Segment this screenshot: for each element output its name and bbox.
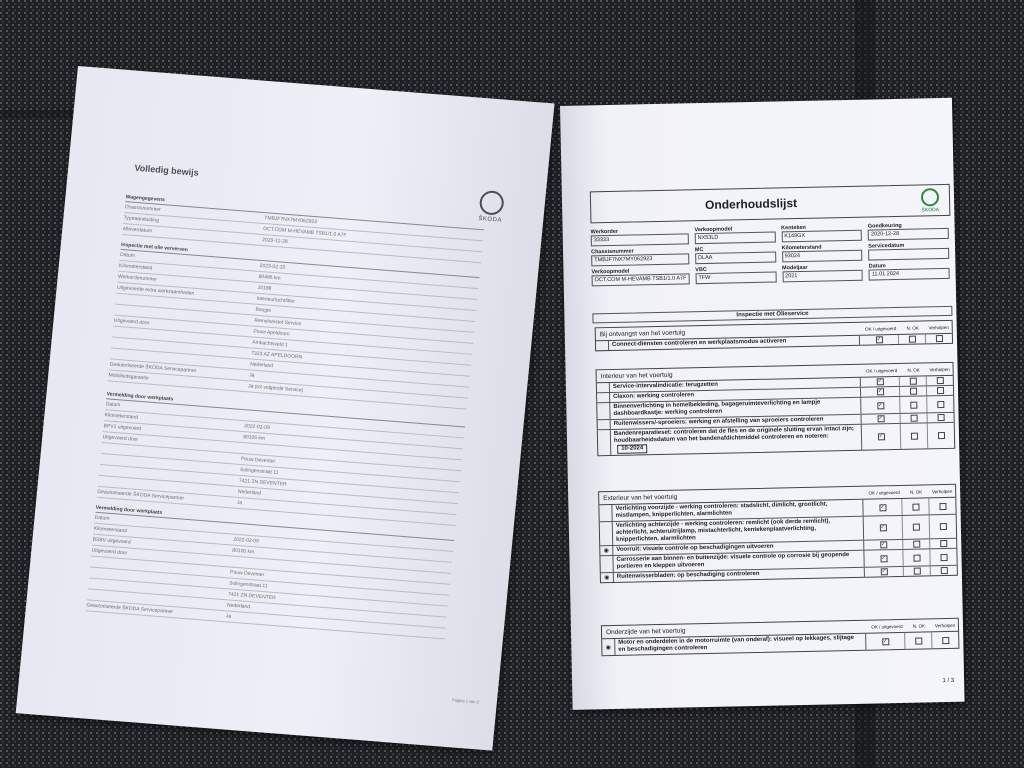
ok-checkbox[interactable]: ✓	[881, 541, 886, 548]
row-value: 80486 km	[258, 273, 281, 282]
blank-icon-cell	[597, 393, 610, 402]
page-number: 1 / 3	[942, 677, 955, 685]
field-value: TMBJF7NX7MY062923	[591, 253, 689, 266]
inspection-banner: Inspectie met Olieservice	[592, 306, 952, 324]
ok-checkbox[interactable]: ✓	[878, 433, 884, 440]
checklist-item-text: Binnenverlichting in hemelbekleding, bagageruimteverlichting en lampje dashboardkastje: werking controleren	[610, 398, 861, 419]
ok-checkbox[interactable]: ✓	[877, 378, 882, 385]
row-label: Kilometerstand	[104, 412, 139, 421]
nok-checkbox[interactable]	[910, 433, 917, 440]
fixed-cell	[926, 334, 952, 344]
row-label: Chassisnummer	[124, 204, 161, 213]
field-label: Verkoopmodel	[694, 226, 733, 234]
ok-checkbox[interactable]: ✓	[878, 401, 883, 408]
field-value: 33333	[591, 233, 689, 246]
row-value: Ja	[225, 613, 232, 620]
inspection-icon: ◉	[602, 639, 615, 655]
ok-checkbox[interactable]: ✓	[880, 503, 885, 510]
maintenance-list-header	[590, 184, 951, 224]
fixed-checkbox[interactable]	[939, 503, 946, 510]
field-value: TFW	[695, 272, 776, 285]
info-field	[591, 267, 689, 286]
info-field	[782, 264, 863, 283]
nok-checkbox[interactable]	[912, 503, 919, 510]
checklist-item-text: Service-intervalindicatie: terugzetten	[610, 378, 861, 392]
row-value: TMBJF7NX7MY062923	[263, 215, 318, 226]
row-value: 2023-02-15	[259, 262, 286, 271]
col-fixed-header: Verholpen	[929, 366, 950, 372]
row-value: 7421 ZN DEVENTER	[227, 591, 276, 602]
section-heading: Wagengegevens	[125, 194, 485, 230]
row-label: Datum	[105, 401, 121, 409]
col-nok-header: N. OK	[912, 622, 926, 629]
col-fixed-header: Verholpen	[931, 488, 953, 494]
section-title: Bij ontvangst van het voertuig	[599, 328, 686, 338]
row-value: Ja (tot volgende Service)	[247, 383, 304, 394]
checklist-item-text: Ruitenwisserbladen: op beschadiging controleren	[614, 568, 865, 582]
fixed-checkbox[interactable]	[939, 523, 946, 530]
row-label: BPV1 uitgevoerd	[103, 423, 142, 433]
field-label: Servicedatum	[868, 242, 905, 250]
section-heading: Inspectie met olie verversen	[121, 242, 481, 278]
left-page-title: Volledig bewijs	[134, 162, 200, 178]
field-value: NX53LD	[694, 232, 775, 245]
col-nok-header: N. OK	[906, 325, 919, 331]
ok-cell	[863, 499, 902, 516]
fixed-checkbox[interactable]	[940, 567, 947, 574]
row-value: 2022-02-09	[233, 536, 260, 545]
col-nok-header: N. OK	[909, 488, 923, 495]
blank-icon-cell	[596, 341, 609, 350]
col-ok-header: OK / uitgevoerd	[865, 367, 898, 374]
section-title: Onderzijde van het voertuig	[605, 626, 686, 636]
info-field	[694, 226, 775, 245]
row-value: Pouw Deventer	[229, 569, 265, 579]
checklist-item-text: Verlichting achterzijde - werking controleren: remlicht (ook derde remlicht), achterlicht, achteruitrijlamp, mistachterlicht, kentekenplaatverlichting, knipperlichten, alarmlichten	[613, 517, 864, 545]
row-value: Pouw Deventer	[240, 456, 276, 465]
blank-icon-cell	[598, 420, 611, 429]
row-label: Uitgevoerd door	[113, 317, 150, 327]
row-label: Kilometerstand	[93, 525, 128, 535]
info-field	[591, 247, 689, 266]
field-value: DLAA	[695, 252, 776, 265]
fixed-checkbox[interactable]	[937, 414, 944, 421]
fixed-cell	[928, 413, 954, 423]
field-value: 93024	[782, 250, 863, 263]
field-value: 11.01.2024	[869, 268, 950, 281]
info-field	[868, 222, 949, 241]
left-page	[16, 66, 555, 751]
oil-section	[108, 242, 480, 410]
fixed-cell	[927, 376, 953, 386]
info-field	[591, 227, 689, 246]
field-value: 2021	[782, 270, 863, 283]
nok-checkbox[interactable]	[913, 554, 920, 561]
ok-cell	[864, 516, 903, 540]
ok-checkbox[interactable]: ✓	[883, 637, 888, 644]
checklist-section	[601, 618, 960, 656]
row-label: Datum	[94, 514, 110, 522]
section-title: Exterieur van het voertuig	[603, 493, 678, 502]
col-ok-header: OK / uitgevoerd	[868, 489, 900, 496]
noted-date-value: 10-2024	[617, 444, 647, 454]
row-label: BSBV uitgevoerd	[92, 536, 131, 546]
row-value: 2022-02-09	[243, 423, 271, 432]
ok-cell	[862, 424, 902, 450]
field-label: Werkorder	[590, 228, 619, 236]
row-label: Geautoriseerde ŠKODA Servicepartner	[109, 361, 197, 375]
workshop-section-1	[97, 391, 466, 526]
fixed-checkbox[interactable]	[937, 432, 944, 439]
fixed-checkbox[interactable]	[942, 636, 949, 643]
row-label: Afleverdatum	[122, 226, 153, 235]
ok-cell	[865, 567, 904, 577]
row-label: Kilometerstand	[118, 262, 153, 272]
fixed-cell	[930, 515, 956, 539]
nok-cell	[899, 334, 926, 344]
nok-checkbox[interactable]	[910, 415, 917, 422]
row-label: Geautoriseerde ŠKODA Servicepartner	[96, 488, 185, 502]
row-value: 80105 km	[242, 434, 266, 442]
field-value: K149GX	[781, 230, 862, 243]
info-field	[869, 262, 950, 281]
col-fixed-header: Verholpen	[928, 324, 949, 330]
row-value: Nederland	[237, 488, 262, 497]
row-value: 2020-12-28	[261, 236, 288, 245]
blank-icon-cell	[597, 403, 610, 419]
field-value: 2020-12-28	[868, 228, 949, 241]
row-value: Ja	[236, 499, 243, 507]
nok-checkbox[interactable]	[908, 336, 915, 343]
row-label: Uitgevoerd door	[91, 547, 128, 557]
nok-cell	[900, 396, 927, 413]
field-value: OCT.COM M-HEVAMB TSB1/1.0 A7F	[592, 273, 690, 286]
nok-cell	[900, 386, 927, 396]
ok-checkbox[interactable]: ✓	[877, 388, 883, 395]
logo-text: ŠKODA	[478, 215, 503, 224]
vehicle-info-grid	[591, 222, 950, 286]
row-value: Interieurluchtfilter	[256, 295, 296, 305]
row-value: Remvloeistof Service	[254, 317, 302, 328]
ok-checkbox[interactable]: ✓	[881, 568, 886, 575]
col-nok-header: N. OK	[907, 367, 920, 373]
right-page	[560, 98, 965, 710]
nok-cell	[901, 423, 929, 449]
section-heading: Vermelding door werkplaats	[106, 391, 466, 427]
blank-icon-cell	[597, 383, 610, 392]
checklist-item-text: Voorruit: visuele controle op beschadigingen uitvoeren	[613, 541, 864, 555]
checklist-section	[598, 484, 958, 583]
nok-cell	[903, 539, 930, 549]
field-label: VBC	[695, 266, 707, 274]
field-label: Kenteken	[781, 224, 806, 232]
field-label: Chassisnummer	[591, 248, 634, 256]
row-label: Mobiliteitsgarantie	[108, 372, 149, 382]
nok-cell	[905, 632, 932, 649]
checklist-item-text: Carrosserie aan binnen- en buitenzijde: visuele controle op corrosie bij geopende portieren en kleppen uitvoeren	[613, 551, 864, 572]
field-label: MC	[694, 247, 704, 254]
row-value: OCT.COM M-HEVAMB TSB1/1.0 A7F	[262, 226, 347, 239]
ok-cell	[861, 377, 900, 387]
inspection-icon: ◉	[600, 546, 613, 555]
nok-checkbox[interactable]	[910, 401, 917, 408]
fixed-checkbox[interactable]	[940, 540, 947, 547]
info-field	[781, 244, 862, 263]
skoda-logo-icon	[477, 190, 506, 226]
nok-checkbox[interactable]	[913, 541, 920, 548]
info-field	[695, 266, 776, 285]
fixed-cell	[928, 423, 955, 449]
nok-checkbox[interactable]	[909, 378, 916, 385]
nok-checkbox[interactable]	[913, 568, 920, 575]
nok-cell	[903, 515, 930, 539]
row-label: Geautoriseerde ŠKODA Servicepartner	[86, 602, 174, 616]
fixed-cell	[927, 386, 953, 396]
ok-cell	[861, 387, 900, 397]
fixed-checkbox[interactable]	[936, 377, 943, 384]
fixed-cell	[931, 566, 957, 576]
checklist-item-text: Bandenreparatieset: controleren dat de fles en de originele sluiting ervan intact zijn; houdbaarheidsdatum van het bandenafdichtmiddel controleren en noteren:10-2024	[611, 425, 862, 455]
page-title: Onderhoudslijst	[704, 196, 798, 212]
nok-cell	[902, 498, 929, 515]
col-fixed-header: Verholpen	[934, 622, 956, 628]
field-label: Datum	[868, 263, 886, 270]
nok-cell	[903, 549, 930, 566]
fixed-cell	[929, 498, 955, 515]
row-value: Solingenstraat 11	[228, 580, 268, 590]
row-value: Bougie	[255, 306, 272, 314]
blank-icon-cell	[598, 430, 612, 455]
blank-icon-cell	[600, 522, 613, 545]
fixed-cell	[930, 549, 956, 566]
field-label: Modeljaar	[781, 264, 808, 272]
nok-cell	[900, 376, 927, 386]
row-value: Nederland	[249, 361, 274, 370]
fixed-cell	[930, 539, 956, 549]
col-ok-header: OK / uitgevoerd	[871, 623, 903, 630]
workshop-section-2	[86, 505, 455, 640]
checklist-item-text: Verlichting voorzijde - werking controleren: stadslicht, dimlicht, grootlicht, mistlampen, knipperlichten, alarmlichten	[612, 500, 863, 521]
blank-icon-cell	[599, 505, 612, 521]
checklist-section	[596, 362, 956, 456]
row-value: 10188	[257, 284, 272, 292]
info-field	[868, 242, 949, 261]
nok-cell	[901, 413, 928, 423]
ok-cell	[864, 540, 903, 550]
fixed-cell	[927, 396, 953, 413]
section-heading: Vermelding door werkplaats	[95, 505, 455, 541]
ok-cell	[862, 414, 901, 424]
ok-cell	[861, 397, 900, 414]
row-label: Werkorderummer	[117, 273, 157, 283]
info-field	[695, 246, 776, 265]
fixed-checkbox[interactable]	[937, 401, 944, 408]
row-label: Datum	[119, 251, 136, 260]
row-label: Uitgevoerde extra werkzaamheden	[116, 284, 195, 297]
row-value: 7323 AZ APELDOORN	[250, 350, 303, 361]
field-value	[868, 248, 949, 261]
checklist-section	[595, 320, 953, 351]
fixed-cell	[932, 632, 958, 649]
row-value: 80100 km	[231, 547, 255, 556]
row-value: Ambachtsveld 1	[251, 339, 289, 349]
ok-checkbox[interactable]: ✓	[876, 336, 882, 343]
field-label: Kilometerstand	[781, 244, 822, 252]
ok-cell	[864, 550, 903, 567]
checklist-item-text: Connect-diensten controleren en werkplaatsmodus activeren	[609, 336, 860, 350]
checklist-item-text: Motor en onderdelen in de motorruimte (van onderaf): visueel op lekkages, slijtage en beschadigingen controleren	[615, 634, 866, 655]
nok-checkbox[interactable]	[915, 637, 922, 644]
row-value: Nederland	[226, 602, 251, 611]
skoda-logo-icon	[911, 187, 950, 214]
fixed-checkbox[interactable]	[940, 553, 947, 560]
col-ok-header: OK / uitgevoerd	[865, 325, 897, 332]
checklist-item-text: Ruitenwissers/-sproeiers: werking en afstelling van sproeiers controleren	[611, 415, 862, 429]
fixed-checkbox[interactable]	[935, 335, 942, 342]
ok-checkbox[interactable]: ✓	[881, 554, 886, 561]
field-label: Goedkeuring	[867, 222, 902, 230]
logo-text: ŠKODA	[921, 207, 940, 214]
ok-cell	[866, 633, 905, 650]
fixed-checkbox[interactable]	[936, 387, 943, 394]
field-label: Verkoopmodel	[591, 268, 630, 276]
row-value: 7421 ZN DEVENTER	[238, 477, 287, 488]
row-label: Uitgevoerd door	[102, 434, 139, 443]
section-title: Interieur van het voertuig	[600, 371, 673, 380]
row-label: Typeaanduiding	[123, 215, 160, 224]
nok-cell	[904, 566, 931, 576]
row-value: Pouw Apeldoorn	[253, 328, 290, 338]
nok-checkbox[interactable]	[912, 524, 919, 531]
row-value: Solingenstraat 11	[239, 466, 279, 476]
inspection-icon: ◉	[601, 573, 614, 582]
info-field	[781, 224, 862, 243]
nok-checkbox[interactable]	[909, 388, 916, 395]
ok-checkbox[interactable]: ✓	[880, 524, 886, 531]
ok-checkbox[interactable]: ✓	[878, 415, 883, 422]
blank-icon-cell	[600, 556, 613, 572]
ok-cell	[860, 335, 899, 345]
left-page-footer: Pagina 1 van 2	[451, 697, 480, 705]
row-value: Ja	[248, 372, 255, 379]
checklist-item-text: Claxon: werking controleren	[610, 388, 861, 402]
